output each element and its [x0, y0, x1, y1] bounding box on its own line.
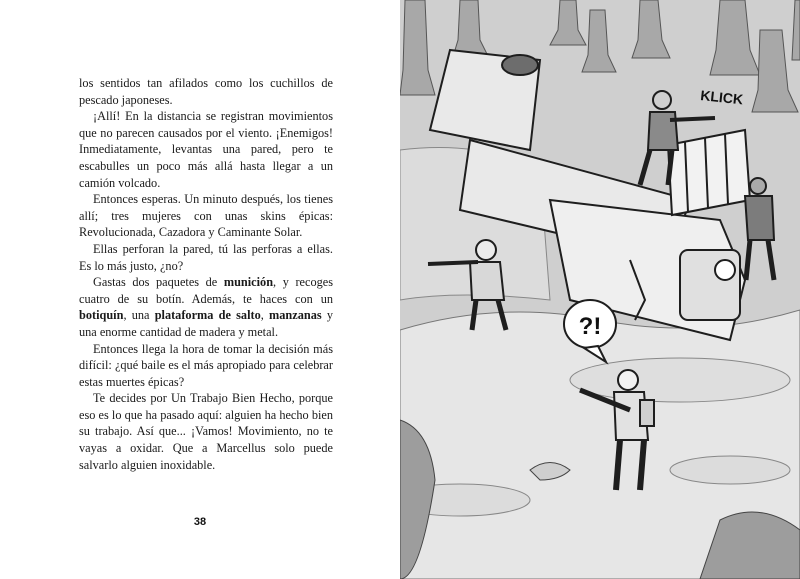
body-paragraph [79, 75, 333, 108]
bold-term: munición [223, 275, 274, 290]
body-text [79, 75, 333, 473]
body-paragraph [79, 274, 333, 340]
klick-sound-effect: KLICK [699, 87, 744, 108]
text-segment: Ellas perforan la pared, tú las perforas a ellas. Es lo más justo, ¿no? [79, 241, 333, 273]
body-paragraph [79, 341, 333, 391]
text-segment: Entonces esperas. Un minuto después, los tienes allí; tres mujeres con unas skins épicas: Revolucionada, Cazadora y Caminante Solar. [79, 192, 333, 240]
bold-term: manzanas [269, 308, 322, 323]
built-wall [668, 130, 750, 215]
body-paragraph [79, 108, 333, 191]
text-segment: , una [123, 308, 155, 323]
bold-term: botiquín [79, 308, 124, 323]
text-segment: , [260, 308, 270, 323]
text-segment: , y recoges cuatro de su botín. Además, te haces con un [79, 275, 333, 306]
bold-term: plataforma de salto [154, 308, 261, 323]
text-segment: Te decides por Un Trabajo Bien Hecho, porque eso es lo que ha pasado aquí: alguien ha hecho bien su trabajo. Así que... ¡Vamos! Movimiento, no te vayas a oxidar. Que a Marcellus solo puede salvarlo alguien inoxidable. [79, 391, 333, 472]
text-segment: ¡Allí! En la distancia se registran movimientos que no parecen causados por el viento. ¡Enemigos! Inmediatamente, levantas una pared, pero te escabulles un poco más allá hasta llegar a un camión volcado. [79, 109, 333, 190]
right-page-illustration [400, 0, 800, 579]
swamp-scene-illustration [400, 0, 800, 579]
page-number: 38 [193, 516, 207, 528]
body-paragraph [79, 390, 333, 473]
text-segment: y una enorme cantidad de madera y metal. [79, 308, 333, 339]
body-paragraph [79, 241, 333, 274]
speech-bubble-text: ?! [578, 313, 602, 340]
text-segment: los sentidos tan afilados como los cuchillos de pescado japoneses. [79, 76, 333, 107]
text-segment: Entonces llega la hora de tomar la decisión más difícil: ¿qué baile es el más apropiado para celebrar estas muertes épicas? [79, 341, 333, 389]
body-paragraph [79, 191, 333, 241]
text-segment: Gastas dos paquetes de [93, 275, 224, 290]
